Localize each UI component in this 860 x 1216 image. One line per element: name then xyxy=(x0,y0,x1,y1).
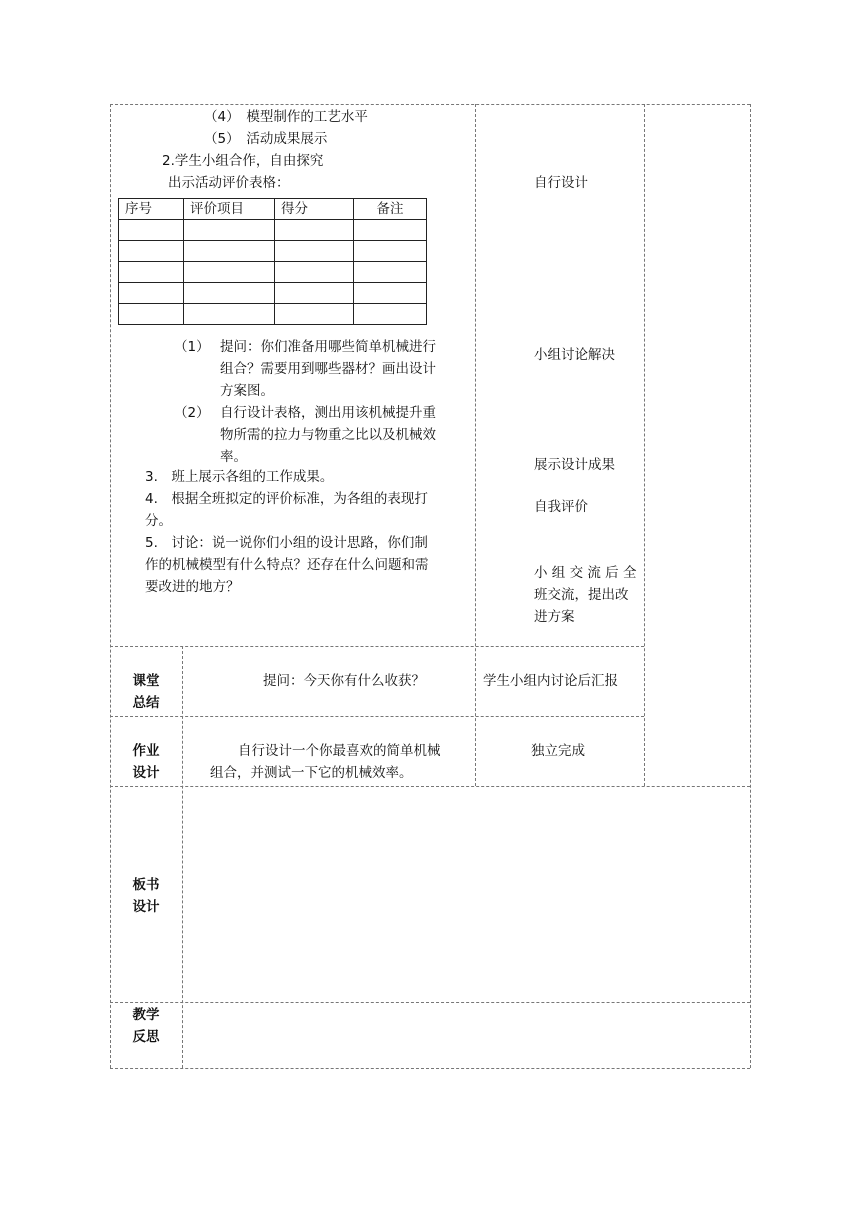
step-5-line-3: 要改进的地方？ xyxy=(145,579,240,595)
row-divider-1 xyxy=(110,646,644,647)
step-4-line-2: 分。 xyxy=(145,513,172,529)
header-cell-score: 得分 xyxy=(275,199,354,220)
homework-content-line-2: 组合，并测试一下它的机械效率。 xyxy=(210,765,413,781)
sub-2-line-3: 率。 xyxy=(220,449,247,465)
step-5-line-1: 5. 讨论：说一说你们小组的设计思路，你们制 xyxy=(145,535,428,551)
student-exchange-line-3: 进方案 xyxy=(534,609,575,625)
summary-label-line-1: 课堂 xyxy=(132,673,160,689)
col-divider-2 xyxy=(475,104,476,786)
summary-content: 提问：今天你有什么收获？ xyxy=(263,673,425,689)
board-label-line-2: 设计 xyxy=(132,899,160,915)
row-divider-2 xyxy=(110,716,644,717)
item-4-text: （4） 模型制作的工艺水平 xyxy=(204,109,368,125)
show-table-text: 出示活动评价表格： xyxy=(168,175,290,191)
sub-2-line-1: 自行设计表格，测出用该机械提升重 xyxy=(220,405,436,421)
sub-1-line-3: 方案图。 xyxy=(220,383,274,399)
header-cell-remarks: 备注 xyxy=(354,199,427,220)
header-cell-number: 序号 xyxy=(119,199,184,220)
sub-2-line-2: 物所需的拉力与物重之比以及机械效 xyxy=(220,427,436,443)
table-row xyxy=(119,220,427,241)
col-divider-3 xyxy=(644,104,645,786)
student-show-text: 展示设计成果 xyxy=(534,457,615,473)
student-discuss-text: 小组讨论解决 xyxy=(534,347,615,363)
step-3-text: 3. 班上展示各组的工作成果。 xyxy=(145,469,334,485)
table-top-border xyxy=(110,104,750,105)
summary-label-line-2: 总结 xyxy=(132,695,160,711)
table-header-row xyxy=(119,199,427,220)
col-divider-1 xyxy=(182,646,183,1068)
homework-label-line-2: 设计 xyxy=(132,765,160,781)
step-5-line-2: 作的机械模型有什么特点？还存在什么问题和需 xyxy=(145,557,429,573)
item-5-text: （5） 活动成果展示 xyxy=(204,131,328,147)
student-exchange-line-2: 班交流，提出改 xyxy=(534,587,629,603)
summary-student: 学生小组内讨论后汇报 xyxy=(483,673,618,689)
sub-1-number: （1） xyxy=(174,339,210,355)
table-row xyxy=(119,241,427,262)
table-row xyxy=(119,283,427,304)
student-design-text: 自行设计 xyxy=(534,175,588,191)
board-label-line-1: 板书 xyxy=(132,877,160,893)
table-right-border xyxy=(750,104,751,1068)
homework-content-line-1: 自行设计一个你最喜欢的简单机械 xyxy=(238,743,441,759)
student-exchange-line-1: 小 组 交 流 后 全 xyxy=(534,565,637,581)
table-row xyxy=(119,262,427,283)
sub-2-number: （2） xyxy=(174,405,210,421)
row-divider-3 xyxy=(110,786,750,787)
table-bottom-border xyxy=(110,1068,750,1069)
reflection-label-line-2: 反思 xyxy=(132,1029,160,1045)
table-row xyxy=(119,304,427,325)
step-4-line-1: 4. 根据全班拟定的评价标准，为各组的表现打 xyxy=(145,491,428,507)
table-left-border xyxy=(110,104,111,1068)
sub-1-line-1: 提问：你们准备用哪些简单机械进行 xyxy=(220,339,436,355)
homework-label-line-1: 作业 xyxy=(132,743,160,759)
reflection-label-line-1: 教学 xyxy=(132,1007,160,1023)
homework-student: 独立完成 xyxy=(531,743,585,759)
row-divider-4 xyxy=(110,1002,750,1003)
evaluation-table xyxy=(118,198,427,325)
sub-1-line-2: 组合？需要用到哪些器材？画出设计 xyxy=(220,361,436,377)
header-cell-item: 评价项目 xyxy=(184,199,275,220)
student-self-eval-text: 自我评价 xyxy=(534,499,588,515)
step-2-text: 2.学生小组合作，自由探究 xyxy=(162,153,324,169)
